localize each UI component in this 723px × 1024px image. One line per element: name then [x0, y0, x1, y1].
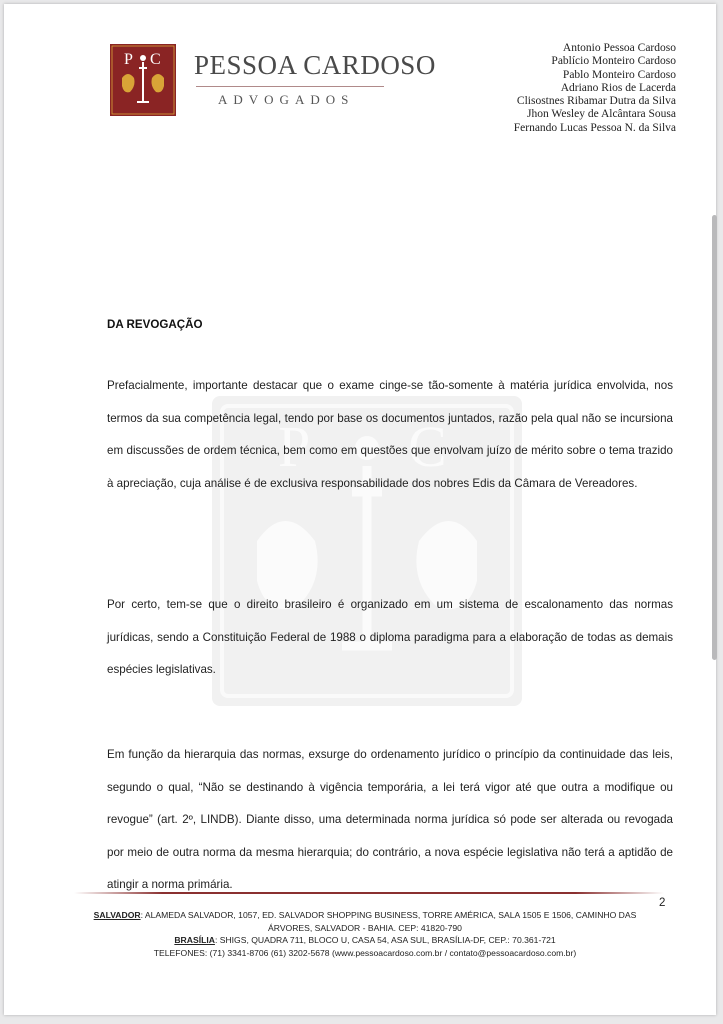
firm-logo-icon [110, 44, 176, 116]
partner-name: Pablício Monteiro Cardoso [551, 55, 676, 68]
paragraph: Por certo, tem-se que o direito brasileiro é organizado em um sistema de escalonamento das normas jurídicas, sendo a Constituição Federal de 1988 o diploma paradigma para a elaboração de todas as demais espécies legislativas. [107, 598, 673, 677]
partner-name: Fernando Lucas Pessoa N. da Silva [513, 121, 676, 134]
footer-addresses [76, 909, 654, 959]
firm-name: PESSOA CARDOSO [194, 50, 436, 80]
watermark-letter-p: P [278, 414, 311, 479]
page-number: 2 [659, 897, 666, 909]
document-page [4, 4, 716, 1015]
salvador-address [76, 909, 654, 934]
paragraph-2-block [107, 589, 673, 687]
paragraph: Em função da hierarquia das normas, exsurge do ordenamento jurídico o princípio da continuidade das leis, segundo o qual, “Não se destinando à vigência temporária, a lei terá vigor até que outra a modifique ou revogue” (art. 2º, LINDB). Diante disso, uma determinada norma jurídica só pode ser alterada ou revogada por meio de outra norma da mesma hierarquia; do contrário, a nova espécie legislativa não terá a aptidão de atingir a norma primária. [107, 748, 673, 892]
logo-letter-c: C [150, 51, 161, 68]
footer-divider [74, 892, 664, 894]
partner-name: Adriano Rios de Lacerda [560, 81, 676, 94]
brasilia-text: : SHIGS, QUADRA 711, BLOCO U, CASA 54, ASA SUL, BRASÍLIA-DF, CEP.: 70.361-721 [214, 935, 556, 946]
phone-line: TELEFONES: (71) 3341-8706 (61) 3202-5678 (www.pessoacardoso.com.br / contato@pessoacardoso.com.br) [153, 947, 577, 958]
partner-name: Antonio Pessoa Cardoso [562, 42, 676, 54]
section-heading: DA REVOGAÇÃO [107, 318, 203, 331]
partner-name: Clisostnes Ribamar Dutra da Silva [516, 95, 676, 108]
paragraph-3-block [107, 739, 673, 902]
firm-subtitle: ADVOGADOS [218, 92, 355, 107]
logo-letter-p: P [124, 51, 133, 68]
brand-divider [196, 86, 384, 87]
partner-name: Pablo Monteiro Cardoso [562, 68, 676, 81]
watermark-letter-c: C [408, 414, 447, 479]
partner-name: Jhon Wesley de Alcântara Sousa [527, 108, 676, 121]
salvador-label: SALVADOR [93, 910, 141, 920]
paragraph: Prefacialmente, importante destacar que o exame cinge-se tão-somente à matéria jurídica envolvida, nos termos da sua competência legal, tendo por base os documentos juntados, razão pela qual não se incursiona em discussões de ordem técnica, bem como em questões que envolvam juízo de mérito sobre o tema trazido à apreciação, cuja análise é de exclusiva responsabilidade dos nobres Edis da Câmara de Vereadores. [107, 379, 673, 490]
salvador-text: : ALAMEDA SALVADOR, 1057, ED. SALVADOR SHOPPING BUSINESS, TORRE AMÉRICA, SALA 1505 E 1506, CAMINHO DAS ÁRVORES, SALVADOR - BAHIA. CEP: 41820-790 [140, 910, 637, 933]
vertical-scrollbar[interactable] [712, 215, 717, 660]
paragraph-1-block [107, 370, 673, 500]
brasilia-address [76, 934, 654, 947]
partner-list [514, 42, 676, 135]
brasilia-label: BRASÍLIA [174, 935, 215, 946]
